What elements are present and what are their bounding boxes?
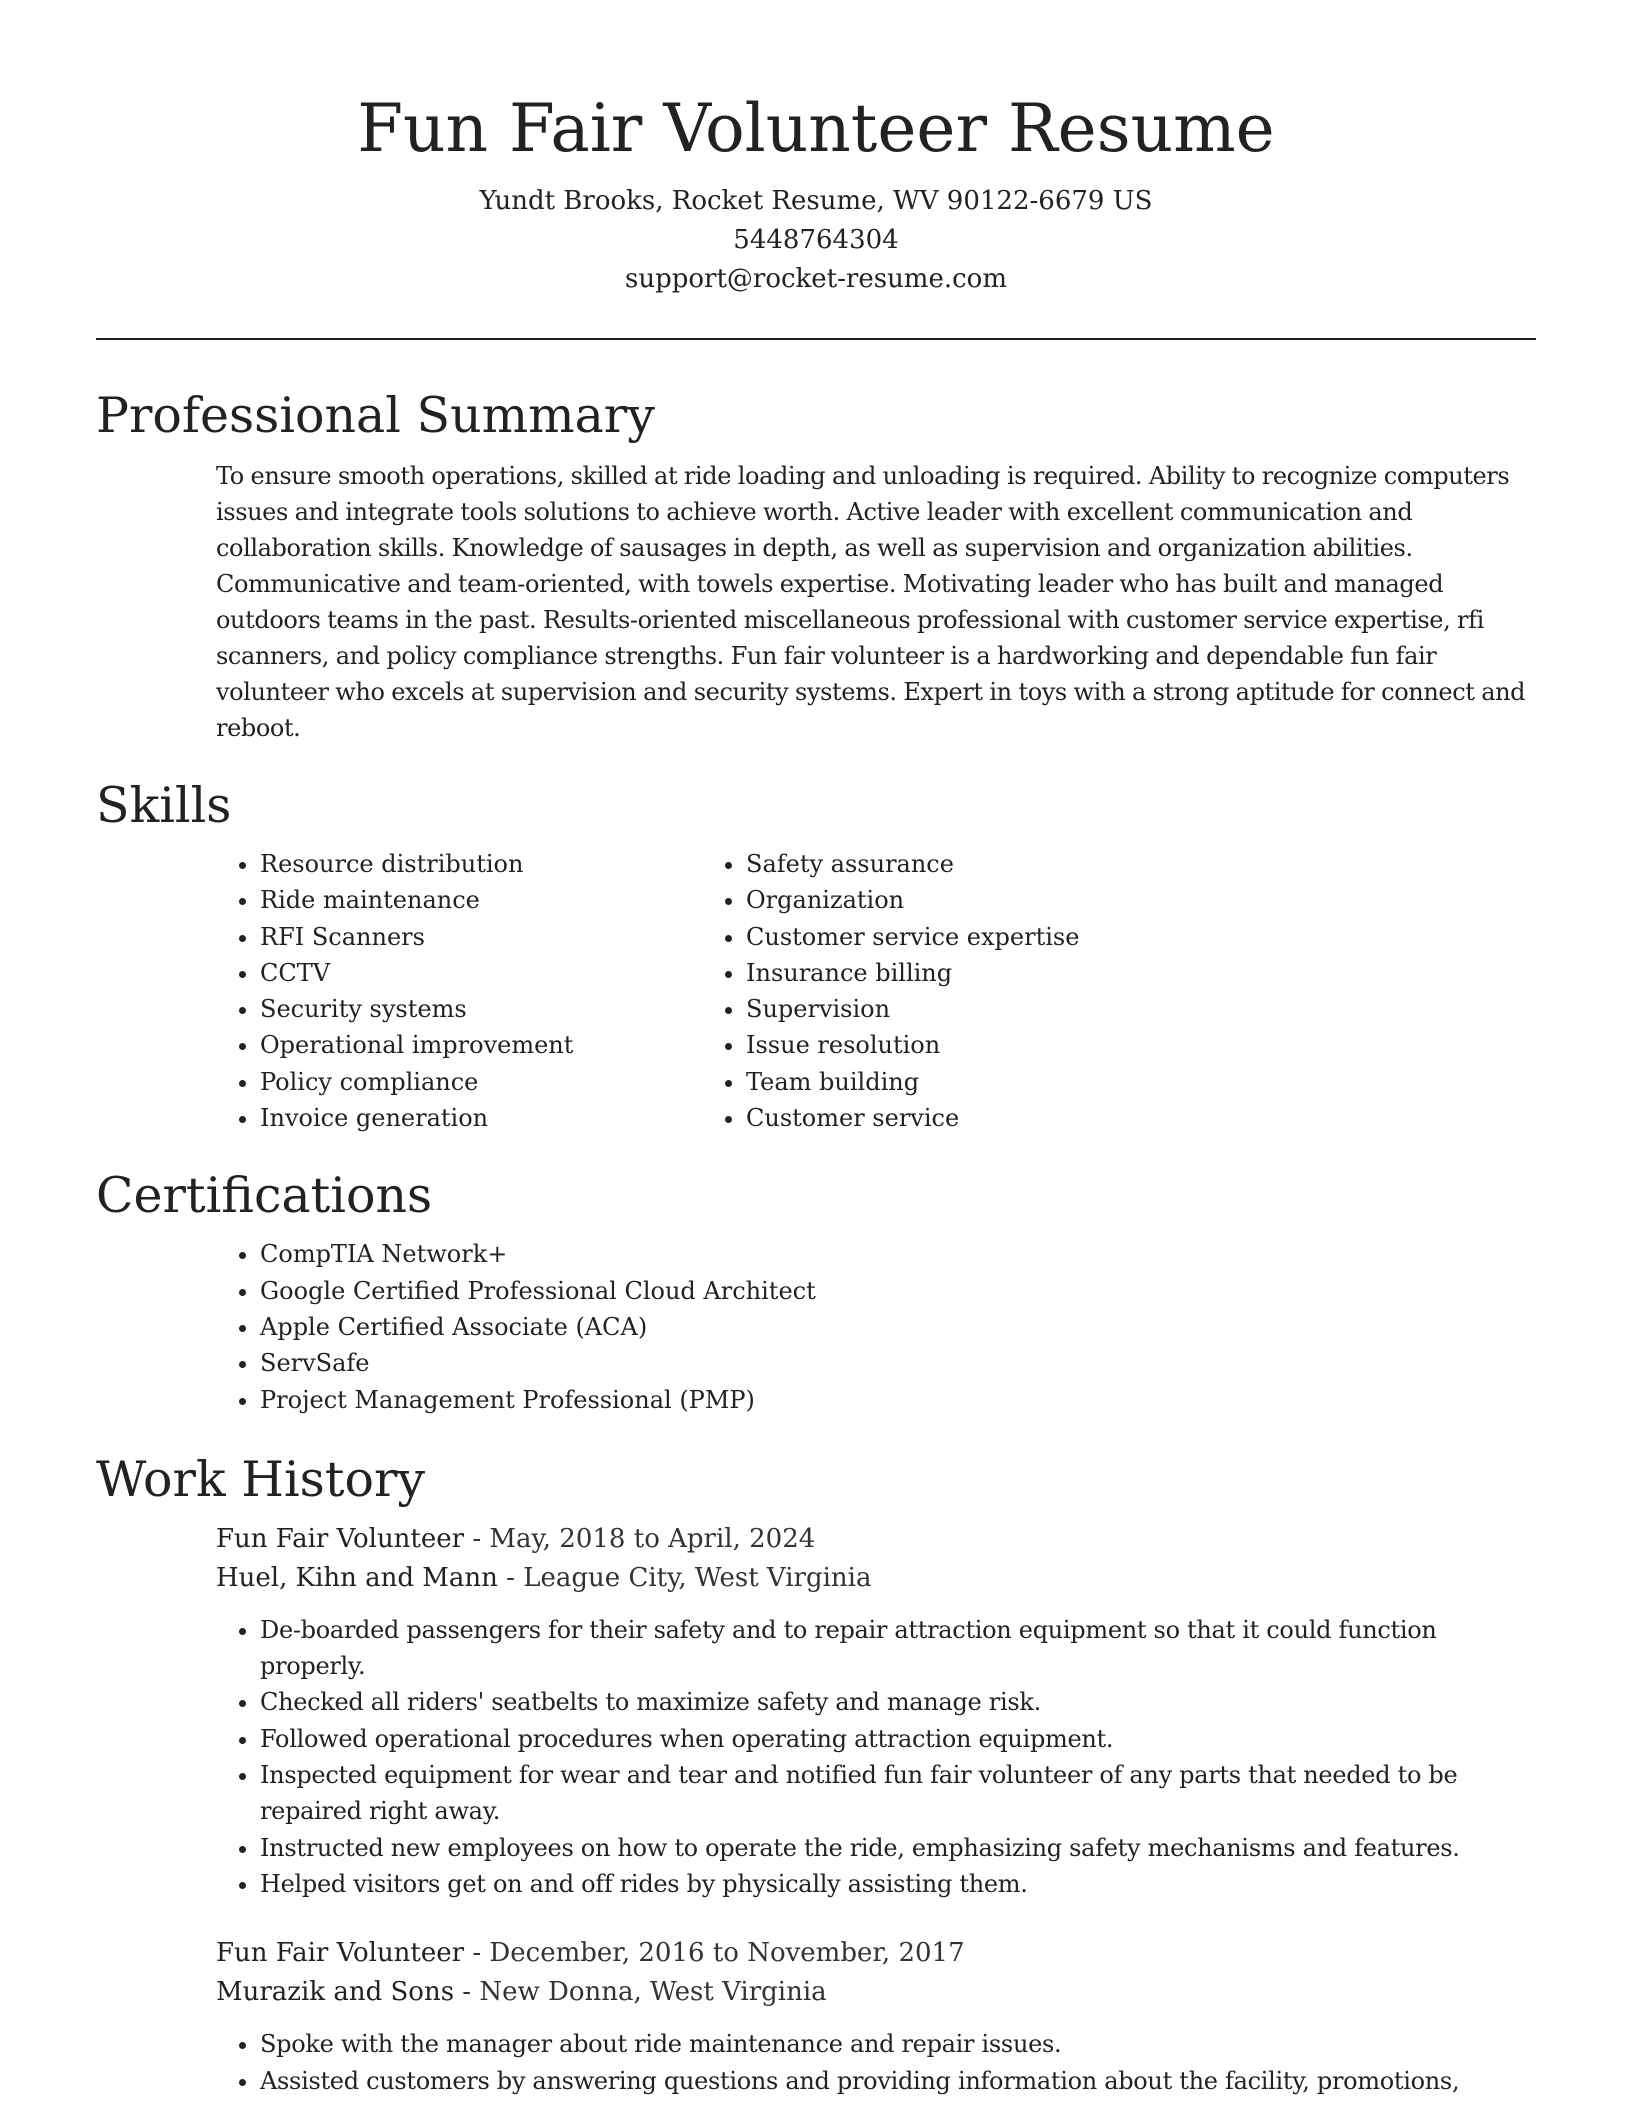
job-duty: • Instructed new employees on how to operate the ride, emphasizing safety mechanisms and features. — [260, 1830, 1536, 1866]
job-entry — [216, 1934, 1536, 2099]
job-title-line: Fun Fair Volunteer - May, 2018 to April, 2024 — [216, 1523, 816, 1554]
skill-item: • Ride maintenance — [260, 882, 746, 918]
job-duty: • Checked all riders' seatbelts to maximize safety and manage risk. — [260, 1684, 1536, 1720]
header-divider — [96, 338, 1536, 340]
certifications-list — [96, 1236, 1536, 1417]
skills-list-left — [96, 846, 746, 1136]
summary-text: To ensure smooth operations, skilled at ride loading and unloading is required. Ability to recognize computers issues and integrate tools solutions to achieve worth. Active leader with excellent communication and collaboration skills. Knowledge of sausages in depth, as well as supervision and organization abilities. Communicative and team-oriented, with towels expertise. Motivating leader who has built and managed outdoors teams in the past. Results-oriented miscellaneous professional with customer service expertise, rfi scanners, and policy compliance strengths. Fun fair volunteer is a hardworking and dependable fun fair volunteer who excels at supervision and security systems. Expert in toys with a strong aptitude for connect and reboot. — [216, 462, 1526, 742]
skill-item: • Supervision — [746, 991, 1232, 1027]
resume-title: Fun Fair Volunteer Resume — [357, 90, 1275, 167]
summary-heading: Professional Summary — [96, 387, 655, 444]
certification-item: • Google Certified Professional Cloud Architect — [260, 1273, 1536, 1309]
skill-item: • Team building — [746, 1064, 1232, 1100]
skills-columns — [96, 846, 1536, 1136]
resume-page — [96, 0, 1536, 2099]
job-dates: May, 2018 to April, 2024 — [489, 1523, 816, 1554]
contact-email: support@rocket-resume.com — [624, 264, 1007, 294]
contact-address: Yundt Brooks, Rocket Resume, WV 90122-6679 US — [479, 186, 1153, 216]
job-entry — [216, 1520, 1536, 1902]
job-duty: • Inspected equipment for wear and tear and notified fun fair volunteer of any parts that needed to be repaired right away. — [260, 1757, 1536, 1830]
job-company: Murazik and Sons — [216, 1977, 455, 2008]
skills-list-right — [746, 846, 1232, 1136]
skill-item: • CCTV — [260, 955, 746, 991]
contact-phone: 5448764304 — [733, 225, 899, 255]
job-role: Fun Fair Volunteer — [216, 1938, 465, 1969]
job-duties-list — [216, 2026, 1536, 2099]
skill-item: • Resource distribution — [260, 846, 746, 882]
job-company-line: Huel, Kihn and Mann - League City, West Virginia — [216, 1562, 872, 1593]
certification-item: • CompTIA Network+ — [260, 1236, 1536, 1272]
job-company-line: Murazik and Sons - New Donna, West Virginia — [216, 1977, 827, 2008]
skill-item: • RFI Scanners — [260, 919, 746, 955]
skill-item: • Customer service expertise — [746, 919, 1232, 955]
certification-item: • Apple Certified Associate (ACA) — [260, 1309, 1536, 1345]
contact-block — [96, 182, 1536, 299]
job-location: League City, West Virginia — [523, 1562, 872, 1593]
skill-item: • Customer service — [746, 1100, 1232, 1136]
work-history-heading: Work History — [96, 1450, 426, 1508]
skill-item: • Invoice generation — [260, 1100, 746, 1136]
job-duty: • Helped visitors get on and off rides by physically assisting them. — [260, 1866, 1536, 1902]
skill-item: • Safety assurance — [746, 846, 1232, 882]
job-duty: • Followed operational procedures when operating attraction equipment. — [260, 1721, 1536, 1757]
job-company: Huel, Kihn and Mann — [216, 1562, 498, 1593]
job-duty: • Spoke with the manager about ride maintenance and repair issues. — [260, 2026, 1536, 2062]
certification-item: • Project Management Professional (PMP) — [260, 1382, 1536, 1418]
skills-heading: Skills — [96, 777, 232, 834]
skill-item: • Policy compliance — [260, 1064, 746, 1100]
skill-item: • Organization — [746, 882, 1232, 918]
job-duties-list — [216, 1612, 1536, 1902]
certifications-heading: Certifications — [96, 1167, 433, 1225]
job-location: New Donna, West Virginia — [479, 1977, 827, 2008]
certification-item: • ServSafe — [260, 1345, 1536, 1381]
job-duty: • Assisted customers by answering questions and providing information about the facility, promotions, — [260, 2063, 1536, 2099]
skill-item: • Issue resolution — [746, 1027, 1232, 1063]
skill-item: • Insurance billing — [746, 955, 1232, 991]
skill-item: • Security systems — [260, 991, 746, 1027]
job-role: Fun Fair Volunteer — [216, 1523, 465, 1554]
job-dates: December, 2016 to November, 2017 — [489, 1938, 965, 1969]
job-title-line: Fun Fair Volunteer - December, 2016 to November, 2017 — [216, 1938, 965, 1969]
skill-item: • Operational improvement — [260, 1027, 746, 1063]
job-duty: • De-boarded passengers for their safety and to repair attraction equipment so that it could function properly. — [260, 1612, 1536, 1685]
